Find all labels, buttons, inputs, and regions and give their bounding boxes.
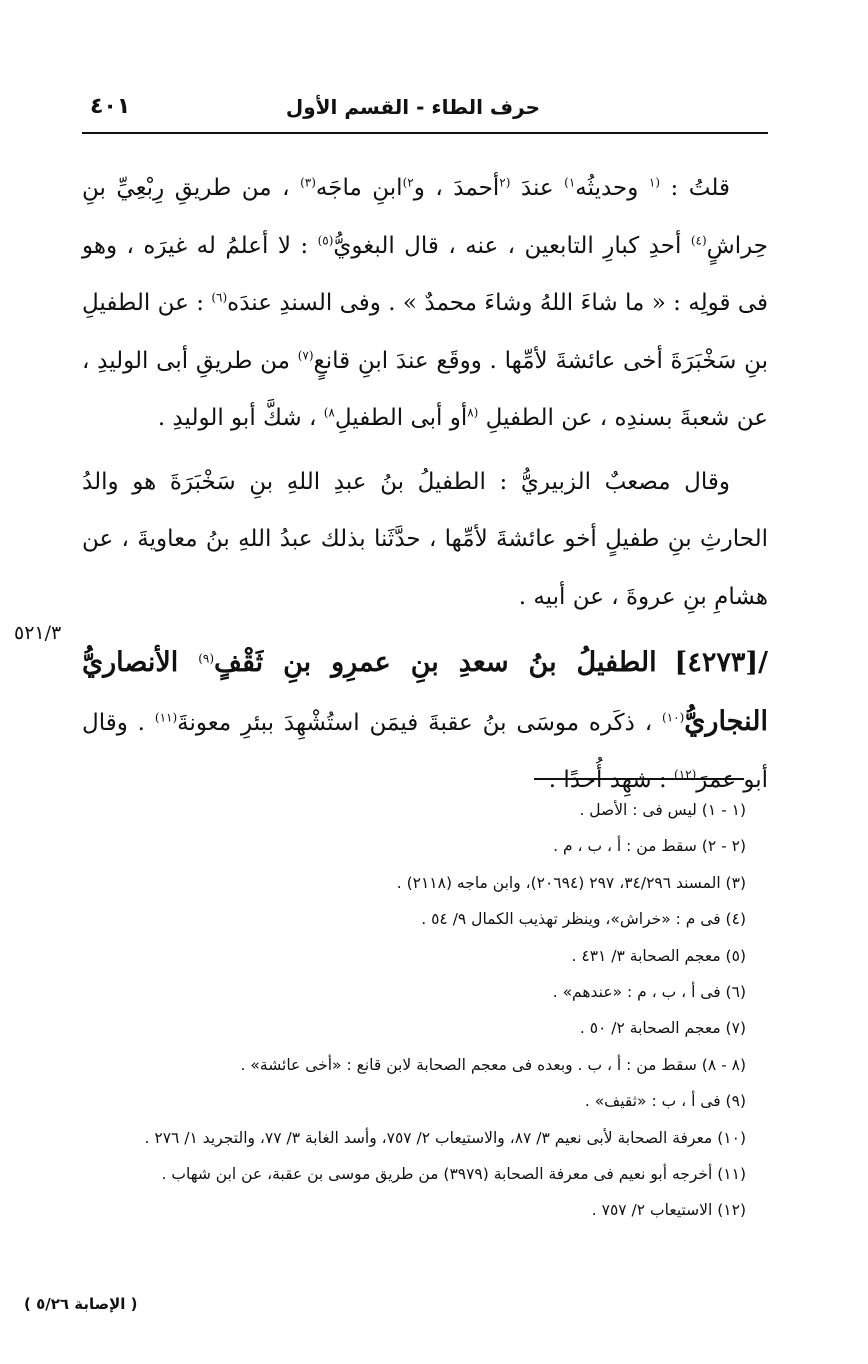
header-divider	[82, 132, 768, 134]
entry-text: . وقال أبو عمرَ	[82, 710, 768, 793]
entry-number: [٤٢٧٣]	[674, 647, 759, 678]
footnote-ref: (٣)	[300, 175, 316, 190]
footnote-ref: (٢	[499, 175, 511, 190]
paragraph	[82, 454, 768, 627]
text-run: أحدِ كبارِ التابعين ، عنه ، قال البغويُّ	[333, 232, 691, 259]
footnote-item: (١٠) معرفة الصحابة لأبى نعيم ٣/ ٨٧، والاستيعاب ٢/ ٧٥٧، وأسد الغابة ٣/ ٧٧، والتجريد ١/ ٢٧٦ .	[144, 1128, 746, 1147]
footnote-item: (٨ - ٨) سقط من : أ ، ب . وبعده فى معجم الصحابة لابن قانع : «أخى عائشة» .	[240, 1055, 746, 1074]
footnote-item: (٣) المسند ٣٤/٢٩٦، ٢٩٧ (٢٠٦٩٤)، وابن ماجه (٢١١٨) .	[396, 873, 746, 892]
footnote-ref: ١)	[564, 175, 576, 190]
footnote-item: (٧) معجم الصحابة ٢/ ٥٠ .	[579, 1019, 746, 1038]
entry-text: : شهِد أُحدًا .	[548, 767, 675, 793]
running-header	[82, 92, 768, 128]
text-run: وقال مصعبٌ الزبيريُّ : الطفيلُ بنُ عبدِ اللهِ بنِ سَخْبَرَةَ هو والدُ الحارثِ بنِ طفيلٍ أخو عائشةَ لأمِّها ، حدَّثَنا بذلك عبدُ اللهِ بنُ معاويةَ ، عن هشامِ بنِ عروةَ ، عن أبيه .	[82, 468, 768, 610]
text-run: ، من طريقِ رِبْعِيِّ بنِ حِراشٍ	[82, 175, 769, 259]
margin-volume-reference: ٥٢١/٣	[14, 622, 62, 644]
text-run: : عن الطفيلِ بنِ سَخْبَرَةَ أخى عائشةَ لأمِّها . ووقَع عندَ ابنِ قانعٍ	[82, 290, 768, 374]
footnote-item: (١ - ١) ليس فى : الأصل .	[579, 801, 746, 819]
footnote-item: (١١) أخرجه أبو نعيم فى معرفة الصحابة (٣٩٧٩) من طريق موسى بن عقبة، عن ابن شهاب .	[161, 1165, 746, 1184]
text-run: عندَ	[510, 175, 565, 201]
footnote-ref: ٢)	[402, 175, 414, 190]
text-run: قلتُ :	[660, 175, 730, 201]
footnote-ref: (٧)	[297, 347, 314, 362]
footnote-item: (٤) فى م : «خراش»، وينظر تهذيب الكمال ٩/ ٥٤ .	[421, 910, 746, 929]
footnote-ref: (٨	[467, 405, 479, 420]
bottom-signature: ( الإصابة ٥/٢٦ )	[24, 1295, 138, 1313]
entry-name: الطفيلُ بنُ سعدِ بنِ عمرِو بنِ ثَقْفٍ	[214, 647, 657, 678]
text-run: ابنِ ماجَه	[315, 175, 403, 201]
text-run: أو أبى الطفيلِ	[334, 405, 468, 431]
footnote-ref: (٥)	[317, 232, 334, 247]
footnote-ref: (١	[648, 175, 661, 190]
footnote-ref: (٦)	[211, 290, 228, 305]
footnote-ref: ٨)	[323, 405, 335, 420]
footnote-item: (٥) معجم الصحابة ٣/ ٤٣١ .	[571, 946, 746, 965]
footnote-ref: (٩)	[198, 651, 215, 666]
entry-nisba: الأنصاريُّ النجاريُّ	[82, 647, 768, 737]
footnote-item: (٦) فى أ ، ب ، م : «عندهم» .	[552, 983, 746, 1002]
text-run: وحديثُه	[575, 175, 649, 201]
paragraph	[82, 160, 768, 448]
text-run: : لا أعلمُ له غيرَه ، وهو فى قولِه : « ما شاءَ اللهُ وشاءَ محمدٌ » . وفى السندِ عندَه	[82, 232, 768, 316]
footnote-ref: (١١)	[154, 710, 178, 725]
footnote-item: (٢ - ٢) سقط من : أ ، ب ، م .	[553, 837, 746, 856]
text-run: ، شكَّ أبو الوليدِ .	[157, 405, 324, 431]
footnote-item: (١٢) الاستيعاب ٢/ ٧٥٧ .	[591, 1201, 746, 1220]
page-number: ٤٠١	[90, 94, 131, 119]
footnote-divider	[534, 778, 744, 780]
biography-entry	[82, 634, 768, 809]
text-run: أحمدَ ، و	[413, 175, 500, 201]
footnote-ref: (١٢)	[674, 767, 697, 782]
entry-text: ، ذكَره موسَى بنُ عقبةَ فيمَن استُشْهِدَ ببئرِ معونةَ	[177, 710, 663, 736]
footnote-ref: (٤)	[690, 232, 707, 247]
footnote-ref: (١٠)	[662, 710, 685, 725]
entry-slash: /	[758, 647, 768, 678]
footnotes	[82, 792, 768, 1229]
main-text	[82, 160, 768, 809]
text-run: من طريقِ أبى الوليدِ ، عن شعبةَ بسندِه ، عن الطفيلِ	[82, 347, 768, 431]
footnote-item: (٩) فى أ ، ب : «ثقيف» .	[584, 1092, 746, 1111]
running-title: حرف الطاء - القسم الأول	[285, 95, 540, 119]
